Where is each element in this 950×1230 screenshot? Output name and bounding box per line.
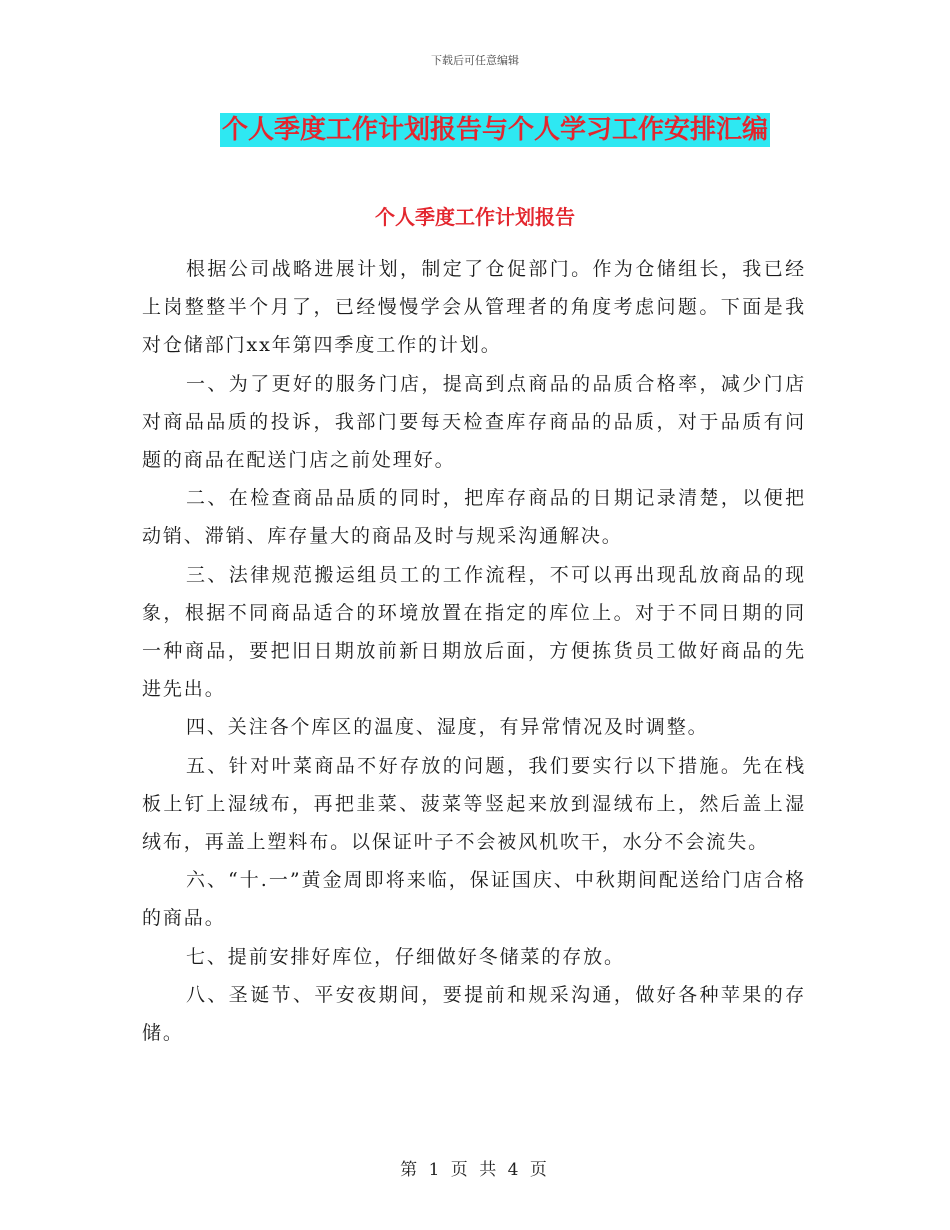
page-footer: 第 1 页 共 4 页 — [400, 1160, 550, 1180]
document-body — [142, 250, 806, 1052]
paragraph-item-1: 一、为了更好的服务门店，提高到点商品的品质合格率，减少门店对商品品质的投诉，我部门要每天检查库存商品的品质，对于品质有问题的商品在配送门店之前处理好。 — [142, 372, 806, 472]
paragraph-intro: 根据公司战略进展计划，制定了仓促部门。作为仓储组长，我已经上岗整整半个月了，已经慢慢学会从管理者的角度考虑问题。下面是我对仓储部门xx年第四季度工作的计划。 — [142, 258, 806, 357]
paragraph-item-2: 二、在检查商品品质的同时，把库存商品的日期记录清楚，以便把动销、滞销、库存量大的商品及时与规采沟通解决。 — [142, 487, 806, 548]
section-title: 个人季度工作计划报告 — [375, 205, 575, 229]
paragraph-item-8: 八、圣诞节、平安夜期间，要提前和规采沟通，做好各种苹果的存储。 — [142, 983, 806, 1045]
header-note: 下载后可任意编辑 — [431, 54, 519, 67]
paragraph-item-6: 六、“十.一”黄金周即将来临，保证国庆、中秋期间配送给门店合格的商品。 — [142, 869, 806, 930]
paragraph-item-4: 四、关注各个库区的温度、湿度，有异常情况及时调整。 — [186, 716, 709, 739]
main-title-container — [0, 113, 950, 147]
main-title: 个人季度工作计划报告与个人学习工作安排汇编 — [221, 115, 768, 145]
paragraph-item-7: 七、提前安排好库位，仔细做好冬储菜的存放。 — [186, 945, 625, 968]
paragraph-item-3: 三、法律规范搬运组员工的工作流程，不可以再出现乱放商品的现象，根据不同商品适合的环境放置在指定的库位上。对于不同日期的同一种商品，要把旧日期放前新日期放后面，方便拣货员工做好商品的先进先出。 — [142, 563, 806, 701]
paragraph-item-5: 五、针对叶菜商品不好存放的问题，我们要实行以下措施。先在栈板上钉上湿绒布，再把韭菜、菠菜等竖起来放到湿绒布上，然后盖上湿绒布，再盖上塑料布。以保证叶子不会被风机吹干，水分不会流失。 — [142, 754, 806, 854]
